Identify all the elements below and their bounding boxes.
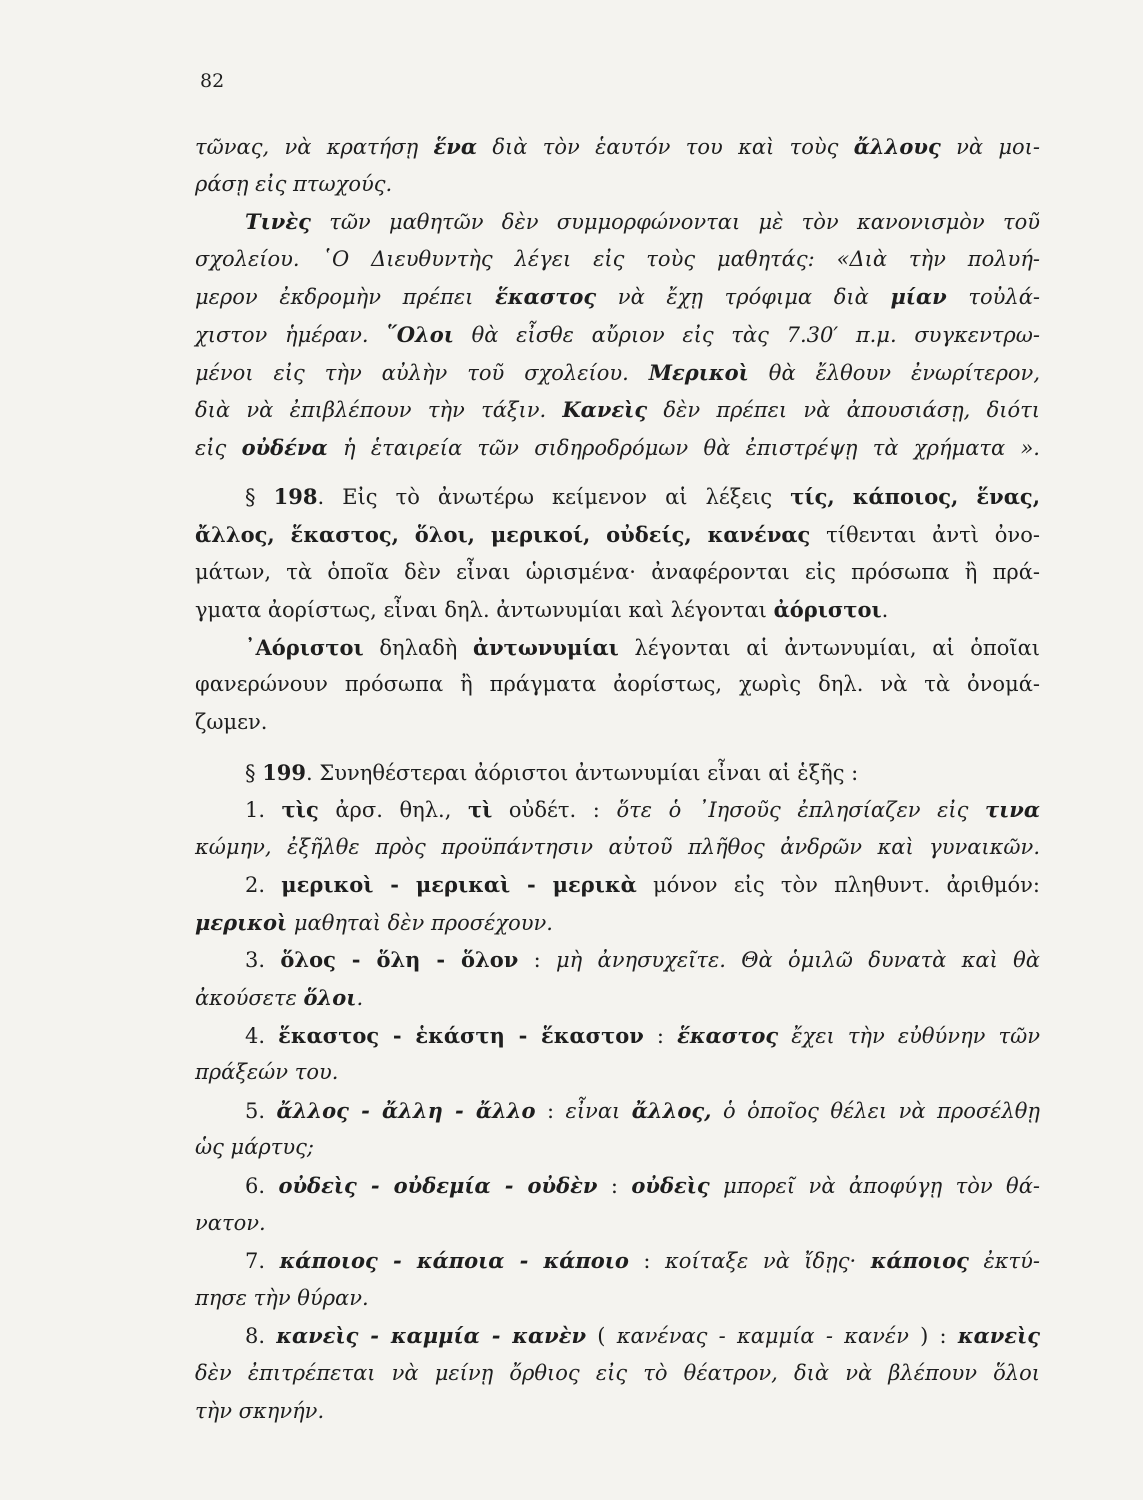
text-line: εἰς οὐδένα ἡ ἑταιρεία τῶν σιδηροδρόμων θὰ ἐπιστρέψῃ τὰ χρήματα ». <box>195 434 1040 460</box>
text-line: ἄλλος, ἕκαστος, ὅλοι, μερικοί, οὐδείς, κανένας τίθενται ἀντὶ ὀνο- <box>195 521 1040 547</box>
text-line: φανερώνουν πρόσωπα ἢ πράγματα ἀορίστως, χωρὶς δηλ. νὰ τὰ ὀνομά- <box>195 672 1040 697</box>
list-item-3: 3. ὅλος - ὅλη - ὅλον : μὴ ἀνησυχεῖτε. Θὰ ὁμιλῶ δυνατὰ καὶ θὰ <box>245 947 1040 973</box>
page-text <box>195 128 1040 1430</box>
list-item-7: 7. κάποιος - κάποια - κάποιο : κοίταξε νὰ ἴδῃς· κάποιος ἐκτύ- <box>245 1248 1040 1274</box>
list-item-6: 6. οὐδεὶς - οὐδεμία - οὐδὲν : οὐδεὶς μπορεῖ νὰ ἀποφύγῃ τὸν θά- <box>245 1173 1040 1199</box>
text-line: χιστον ἡμέραν. ῞Ολοι θὰ εἶσθε αὔριον εἰς τὰς 7.30′ π.μ. συγκεντρω- <box>195 321 1040 347</box>
text-line: μερον ἐκδρομὴν πρέπει ἕκαστος νὰ ἔχῃ τρόφιμα διὰ μίαν τοὐλά- <box>195 284 1040 310</box>
text-line: γματα ἀορίστως, εἶναι δηλ. ἀντωνυμίαι καὶ λέγονται ἀόριστοι. <box>195 597 889 623</box>
text-line: ζωμεν. <box>195 709 268 734</box>
text-line: μερικοὶ μαθηταὶ δὲν προσέχουν. <box>195 909 553 935</box>
text-line: νατον. <box>195 1210 266 1235</box>
text-line: μένοι εἰς τὴν αὐλὴν τοῦ σχολείου. Μερικοὶ θὰ ἔλθουν ἐνωρίτερον, <box>195 359 1040 385</box>
list-item-4: 4. ἕκαστος - ἑκάστη - ἕκαστον : ἕκαστος ἔχει τὴν εὐθύνην τῶν <box>245 1022 1040 1048</box>
text-line: Τινὲς τῶν μαθητῶν δὲν συμμορφώνονται μὲ τὸν κανονισμὸν τοῦ <box>245 209 1040 235</box>
page-number: 82 <box>200 70 225 92</box>
text-line: μάτων, τὰ ὁποῖα δὲν εἶναι ὡρισμένα· ἀναφέρονται εἰς πρόσωπα ἢ πρά- <box>195 559 1040 584</box>
text-line: τὴν σκηνήν. <box>195 1398 325 1423</box>
section-199-line: § 199. Συνηθέστεραι ἀόριστοι ἀντωνυμίαι εἶναι αἱ ἑξῆς : <box>245 759 859 785</box>
list-item-8: 8. κανεὶς - καμμία - κανὲν ( κανένας - καμμία - κανέν ) : κανεὶς <box>245 1323 1041 1349</box>
list-item-1: 1. τὶς ἀρσ. θηλ., τὶ οὐδέτ. : ὅτε ὁ ᾿Ιησοῦς ἐπλησίαζεν εἰς τινα <box>245 797 1041 823</box>
text-line: ὡς μάρτυς; <box>195 1135 314 1160</box>
text-line: διὰ νὰ ἐπιβλέπουν τὴν τάξιν. Κανεὶς δὲν πρέπει νὰ ἀπουσιάσῃ, διότι <box>195 397 1040 423</box>
text-line: ἀκούσετε ὅλοι. <box>195 985 364 1011</box>
text-line: ᾿Αόριστοι δηλαδὴ ἀντωνυμίαι λέγονται αἱ ἀντωνυμίαι, αἱ ὁποῖαι <box>245 634 1040 660</box>
list-item-2: 2. μερικοὶ - μερικαὶ - μερικὰ μόνον εἰς τὸν πληθυντ. ἀριθμόν: <box>245 872 1040 898</box>
section-198-line: § 198. Εἰς τὸ ἀνωτέρω κείμενον αἱ λέξεις τίς, κάποιος, ἕνας, <box>245 484 1041 510</box>
list-item-5: 5. ἄλλος - ἄλλη - ἄλλο : εἶναι ἄλλος, ὁ ὁποῖος θέλει νὰ προσέλθῃ <box>245 1097 1040 1123</box>
text-line: τῶνας, νὰ κρατήσῃ ἕνα διὰ τὸν ἑαυτόν του καὶ τοὺς ἄλλους νὰ μοι- <box>195 134 1041 159</box>
text-line: πησε τὴν θύραν. <box>195 1285 369 1310</box>
text-line: σχολείου. ῾Ο Διευθυντὴς λέγει εἰς τοὺς μαθητάς: «Διὰ τὴν πολυή- <box>195 246 1040 271</box>
text-line: ράσῃ εἰς πτωχούς. <box>195 171 393 196</box>
text-line: δὲν ἐπιτρέπεται νὰ μείνῃ ὄρθιος εἰς τὸ θέατρον, διὰ νὰ βλέπουν ὅλοι <box>195 1361 1040 1385</box>
text-line: κώμην, ἐξῆλθε πρὸς προϋπάντησιν αὐτοῦ πλῆθος ἀνδρῶν καὶ γυναικῶν. <box>195 834 1040 859</box>
text-line: πράξεών του. <box>195 1060 339 1085</box>
